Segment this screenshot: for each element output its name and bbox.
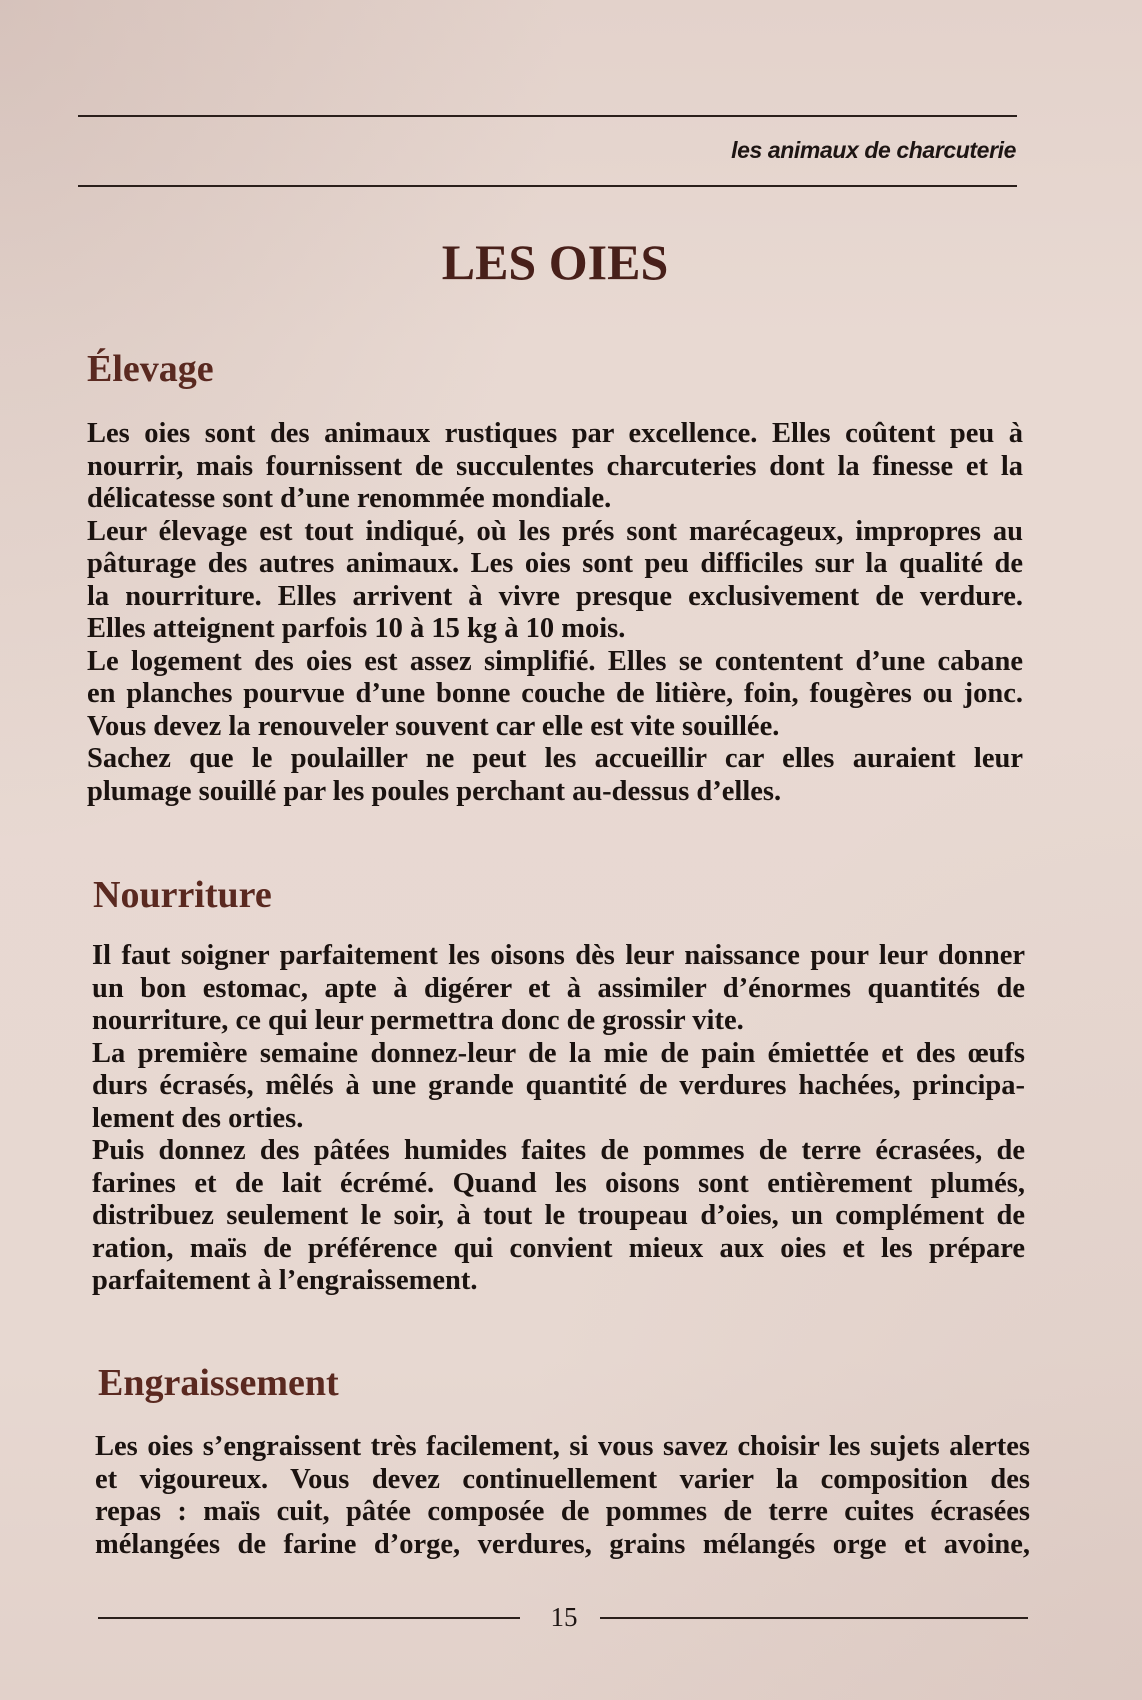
text-line: parfaitement à l’engraissement. <box>92 1265 478 1296</box>
section-body-elevage <box>87 418 1023 808</box>
text-line: délicatesse sont d’une renommée mondiale. <box>87 483 612 514</box>
header-rule-top <box>78 115 1017 117</box>
text-line: farines et de lait écrémé. Quand les oisons sont entièrement plumés, <box>92 1167 1025 1199</box>
text-line: Les oies s’engraissent très facilement, si vous savez choisir les sujets alertes <box>95 1431 1030 1462</box>
paragraph <box>87 516 1023 646</box>
text-line: ration, maïs de préférence qui convient mieux aux oies et les prépare <box>92 1232 1025 1264</box>
paragraph <box>87 743 1023 808</box>
text-line: Elles atteignent parfois 10 à 15 kg à 10 mois. <box>87 613 626 644</box>
text-line: Vous devez la renouveler souvent car elle est vite souillée. <box>87 710 780 742</box>
text-line: un bon estomac, apte à digérer et à assimiler d’énormes quantités de <box>92 972 1025 1004</box>
text-line: nourriture, ce qui leur permettra donc de grossir vite. <box>92 1005 744 1036</box>
text-line: et vigoureux. Vous devez continuellement varier la composition des <box>95 1463 1030 1495</box>
text-line: distribuez seulement le soir, à tout le troupeau d’oies, un complément de <box>92 1200 1025 1231</box>
paragraph <box>92 940 1025 1038</box>
page-title: LES OIES <box>441 234 669 290</box>
section-body-nourriture <box>92 940 1025 1298</box>
text-line: la nourriture. Elles arrivent à vivre presque exclusivement de verdure. <box>87 580 1023 612</box>
paragraph <box>95 1431 1030 1561</box>
paragraph <box>92 1135 1025 1298</box>
header-rule-bottom <box>78 185 1017 187</box>
text-line: plumage souillé par les poules perchant au-dessus d’elles. <box>87 775 782 807</box>
section-heading-engraissement: Engraissement <box>98 1362 339 1404</box>
text-line: durs écrasés, mêlés à une grande quantité de verdures hachées, principa- <box>92 1070 1025 1101</box>
text-line: La première semaine donnez-leur de la mie de pain émiettée et des œufs <box>92 1037 1025 1069</box>
text-line: lement des orties. <box>92 1102 304 1134</box>
paragraph <box>87 418 1023 516</box>
text-line: Puis donnez des pâtées humides faites de pommes de terre écrasées, de <box>92 1135 1025 1166</box>
footer-rule-right <box>600 1617 1028 1619</box>
paragraph <box>92 1038 1025 1136</box>
page-number: 15 <box>550 1602 578 1632</box>
text-line: pâturage des autres animaux. Les oies sont peu difficiles sur la qualité de <box>87 548 1023 579</box>
text-line: Les oies sont des animaux rustiques par excellence. Elles coûtent peu à <box>87 418 1023 449</box>
footer-rule-left <box>98 1617 520 1619</box>
text-line: repas : maïs cuit, pâtée composée de pommes de terre cuites écrasées <box>95 1496 1030 1527</box>
paragraph <box>87 646 1023 744</box>
section-heading-nourriture: Nourriture <box>93 874 272 916</box>
text-line: Sachez que le poulailler ne peut les accueillir car elles auraient leur <box>87 743 1023 774</box>
text-line: nourrir, mais fournissent de succulentes charcuteries dont la finesse et la <box>87 450 1023 482</box>
text-line: Le logement des oies est assez simplifié. Elles se contentent d’une cabane <box>87 645 1023 677</box>
text-line: Leur élevage est tout indiqué, où les prés sont marécageux, impropres au <box>87 515 1023 547</box>
text-line: en planches pourvue d’une bonne couche de litière, foin, fougères ou jonc. <box>87 678 1023 709</box>
text-line: Il faut soigner parfaitement les oisons dès leur naissance pour leur donner <box>92 940 1025 971</box>
text-line: mélangées de farine d’orge, verdures, grains mélangés orge et avoine, <box>95 1528 1030 1560</box>
section-heading-elevage: Élevage <box>87 348 214 390</box>
running-header: les animaux de charcuterie <box>731 137 1016 163</box>
section-body-engraissement <box>95 1431 1030 1561</box>
